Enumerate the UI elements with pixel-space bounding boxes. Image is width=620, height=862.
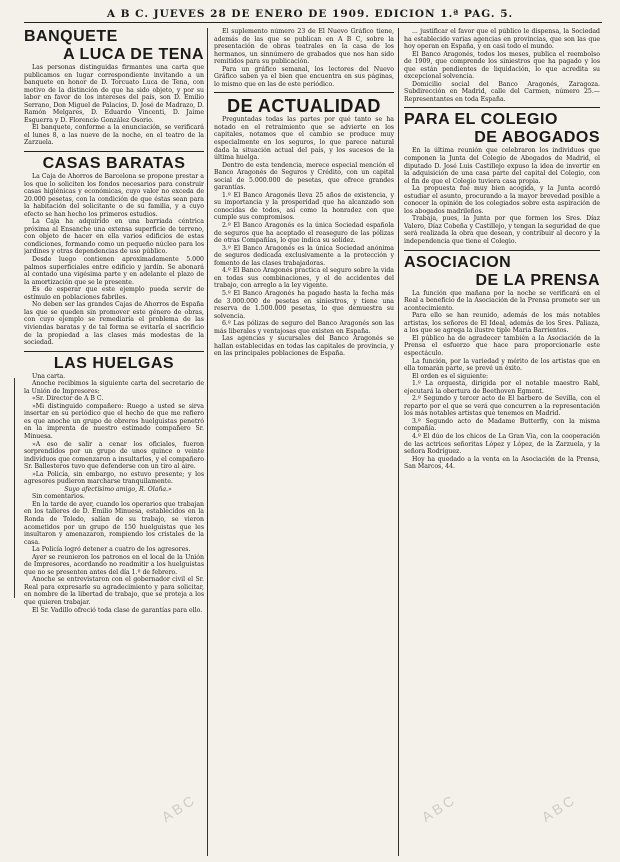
column-2 [214,28,394,858]
paragraph: El público ha de agradecer también a la Asociación de la Prensa el esfuerzo que hace para proporcionarle este espectáculo. [404,334,600,357]
paragraph: El Banco Aragonés, todos los meses, publica el reembolso de 1909, que comprende los siniestros que ha pagado y los que están pendientes de liquidación, lo que acredita su excepcional solvencia. [404,50,600,81]
separator [404,107,600,108]
separator [24,351,204,352]
paragraph: Para un gráfico semanal, los lectores del Nuevo Gráfico saben ya el bien que encuentra en sus páginas, lo mismo que en las de este periódico. [214,65,394,88]
paragraph: ... justificar el favor que el público le dispensa, la Sociedad ha establecido varias agencias en provincias, que son las que hoy operan en España, y en casi todo el mundo. [404,28,600,51]
paragraph: 2.º El Banco Aragonés es la única Sociedad española de seguros que ha aceptado el reaseguro de las pólizas de otras Compañías, lo que indica su solidez. [214,222,394,245]
paragraph: El Sr. Vadillo ofreció toda clase de garantías para ello. [32,606,203,614]
paragraph: 6.º Las pólizas de seguro del Banco Aragonés son las más liberales y ventajosas que existen en España. [214,320,394,335]
paragraph: Hoy ha quedado a la venta en la Asociación de la Prensa, San Marcos, 44. [404,455,600,471]
paragraph: 3.º Segundo acto de Madame Butterfly, con la misma compañía. [404,417,600,433]
paragraph: Domicilio social del Banco Aragonés, Zaragoza. Subdirección en Madrid, calle del Carmen, número 25.—Representantes en toda España. [404,80,600,103]
huelgas-heading: LAS HUELGAS [53,354,175,372]
paragraph: Preguntadas todas las partes por qué tanto se ha notado en el retraimiento que se advierte en los capitales, notamos que el cambio se produce muy especialmente en los seguros, lo que parece natural dada la situación actual del país, y los sucesos de la última huelga. [214,116,394,162]
paragraph: El orden es el siguiente: [412,372,489,380]
paragraph: Es de esperar que este ejemplo pueda servir de estímulo en poblaciones fabriles. [24,286,204,301]
watermark: ABC [158,790,200,826]
paragraph: «Sr. Director de A B C. [32,395,104,403]
separator [214,92,394,93]
column-1 [24,28,204,858]
paragraph: 4.º El Banco Aragonés practica el seguro sobre la vida en todas sus combinaciones, y el de accidentes del trabajo, con arreglo a la ley vigente. [214,267,394,290]
paragraph: La función que mañana por la noche se verificará en el Real a beneficio de la Asociación de la Prensa promete ser un acontecimiento. [404,289,600,312]
paragraph: 1.º El Banco Aragonés lleva 25 años de existencia, y su importancia y la prosperidad que ha alcanzado son conocidas de todos, así como la honradez con que cumple sus compromisos. [214,191,394,222]
paragraph: 4.º El dúo de los chicos de La Gran Via, con la cooperación de las actrices señoritas López y López, de la Zarzuela, y la señora Rodríguez. [404,432,600,456]
paragraph: Anoche recibimos la siguiente carta del secretario de la Unión de Impresores: [24,380,204,395]
colegio-subheading: DE ABOGADOS [474,129,600,147]
actualidad-heading: DE ACTUALIDAD [227,96,381,117]
separator [404,250,600,251]
paragraph: La Policía logró detener a cuatro de los agresores. [32,546,191,554]
paragraph: En la última reunión que celebraron los individuos que componen la Junta del Colegio de Abogados de Madrid, el diputado D. José Luis Castillejo expuso la idea de invertir en la adquisición de una casa parte del capital del Colegio, con el fin de que el Colegio tuviera casa propia. [404,147,600,185]
casas-heading: CASAS BARATAS [42,155,186,173]
paragraph: La función, por la variedad y mérito de los artistas que en ella tomarán parte, se prevé un éxito. [404,357,600,373]
paragraph: Una carta. [32,372,66,380]
paragraph: Dentro de esta tendencia, merece especial mención el Banco Aragonés de Seguros y Crédito, con un capital social de 5.000.000 de pesetas, que ofrece grandes garantías. [214,161,394,192]
colegio-heading: PARA EL COLEGIO [404,111,558,129]
paragraph: »A eso de salir a cenar los oficiales, fueron sorprendidos por un grupo de unos quince o veinte individuos que comenzaron a insultarlos, y el compañero Sr. Ballesteros tuvo que defenderse con un tiro al aire. [24,440,204,471]
column-divider-2 [398,28,399,856]
column-3 [404,28,600,858]
watermark: ABC [538,790,580,826]
paragraph: Anoche se entrevistaron con el gobernador civil el Sr. Real para expresarle su agradecimiento y para solicitar, en nombre de la libertad de trabajo, que se proteja a los que quieren trabajar. [24,576,204,606]
paragraph: El suplemento número 23 de El Nuevo Gráfico tiene, además de las que se publican en A B C, sobre la presentación de obras teatrales en la casa de los hermanos, un sinnúmero de grabados que nos han sido remitidos para su publicación. [214,28,394,66]
paragraph: Suyo afectísimo amigo, R. Olaña.» [64,485,172,493]
paragraph: 1.º La orquesta, dirigida por el notable maestro Rabl, ejecutará la obertura de Beethoven Egmont. [404,380,600,395]
paragraph: Las agencias y sucursales del Banco Aragonés se hallan establecidas en todas las capitales de provincia, y en las principales poblaciones de España. [214,335,394,358]
page-header: A B C. JUEVES 28 DE ENERO DE 1909. EDICION 1.ª PAG. 5. [106,8,514,20]
margin-bracket [14,378,19,598]
asociacion-heading: ASOCIACION [404,253,512,271]
paragraph: 5.º El Banco Aragonés ha pagado hasta la fecha más de 3.000.000 de pesetas en siniestros, y tiene una reserva de 1.500.000 pesetas, lo que demuestra su solvencia. [214,289,394,320]
paragraph: No deben ser las grandes Cajas de Ahorros de España las que se queden sin promover este género de obras, con cuyo ejemplo se remediaría el problema de las viviendas baratas y de tal forma se evitaría el sacrificio de la propiedad a las clases más modestas de la sociedad. [24,301,204,347]
paragraph: Las personas distinguidas firmantes una carta que publicamos en lugar correspondiente invitando a un banquete en honor de D. Torcuato Luca de Tena, con motivo de la distinción de que ha sido objeto, y por su labor en favor de los intereses del país, son D. Emilio Serrano, Don Miguel de Palacios, D. José de Madrazo, D. Ramón Melgares, D. Eduardo Vincenti, D. Jaime Esguerra y D. Florencio González Osorio. [24,64,204,124]
paragraph: Sin comentarios. [32,493,85,501]
separator [24,151,204,152]
paragraph: La Caja ha adquirido en una barriada céntrica próxima al Ensanche una extensa superficie de terreno, con objeto de hacer en ella varios edificios de estas condiciones, formando como un pequeño núcleo para los jardines y otras dependencias de uso público. [24,218,204,256]
watermark: ABC [418,790,460,826]
banquete-subheading: A LUCA DE TENA [63,46,204,63]
paragraph: La Caja de Ahorros de Barcelona se propone prestar a los que lo soliciten los fondos necesarios para construir casas higiénicas y económicas, cuyo valor no exceda de 20.000 pesetas, con la condición de que éstas sean para la habitación del solicitante o de su familia, y a cuyo efecto se han hecho los primeros estudios. [24,173,204,218]
paragraph: Trabaja, pues, la Junta por que formen los Sres. Díaz Valero, Díaz Cobeña y Castillejo, y tengan la seguridad de que será realizada la obra que desean, y contribuir al decoro y la independencia que tiene el Colegio. [404,215,600,246]
paragraph: »Mi distinguido compañero: Ruego a usted se sirva insertar en su periódico que el hecho de que me refiero es que anoche un grupo de obreros huelguistas penetró en la imprenta de nuestro estimado compañero Sr. Minuesa. [24,402,204,440]
paragraph: El banquete, conforme a la enunciación, se verificará el lunes 8, a las nueve de la noche, en el teatro de la Zarzuela. [24,124,204,147]
paragraph: Ayer se reunieron los patronos en el local de la Unión de Impresores, acordando no readmitir a los huelguistas que no se presenten antes del día 1.º de febrero. [24,553,204,576]
paragraph: 2.º Segundo y tercer acto de El barbero de Sevilla, con el reparto por el que se verá que concurren a la representación los más notables artistas que tenemos en Madrid. [404,395,600,418]
banquete-heading: BANQUETE [24,28,118,45]
paragraph: Para ello se han reunido, además de los más notables artistas, los señores de El Ideal, además de los Sres. Paliaza, a los que se agrega la ilustre tiple Maria Barrientos. [404,312,600,335]
paragraph: Desde luego contienen aproximadamente 5.000 palmos superficiales entre edificio y jardín. Se abonará al contado una vigésima parte y en adelante el plazo de la amortización que se le presente. [24,256,204,286]
header-rule [24,22,602,23]
asociacion-subheading: DE LA PRENSA [475,271,600,289]
paragraph: En la tarde de ayer, cuando los operarios que trabajan en los talleres de D. Emilio Minuesa, establecidos en la Ronda de Toledo, salían de su trabajo, se vieron acometidos por un grupo de 150 huelguistas que les insultaron y amenazaron, rompiendo los cristales de la casa. [24,500,204,546]
paragraph: La propuesta fué muy bien acogida, y la Junta acordó estudiar el asunto, procurando a la mayor brevedad posible a conocer la opinión de los colegiados sobre esta aspiración de los abogados madrileños. [404,185,600,215]
paragraph: »La Policía, sin embargo, no estuvo presente; y los agresores pudieron marcharse tranquilamente. [24,470,204,486]
column-divider-1 [207,28,208,856]
paragraph: 3.º El Banco Aragonés es la única Sociedad anónima de seguros dedicada exclusivamente a la protección y fomento de las clases trabajadoras. [214,244,394,267]
